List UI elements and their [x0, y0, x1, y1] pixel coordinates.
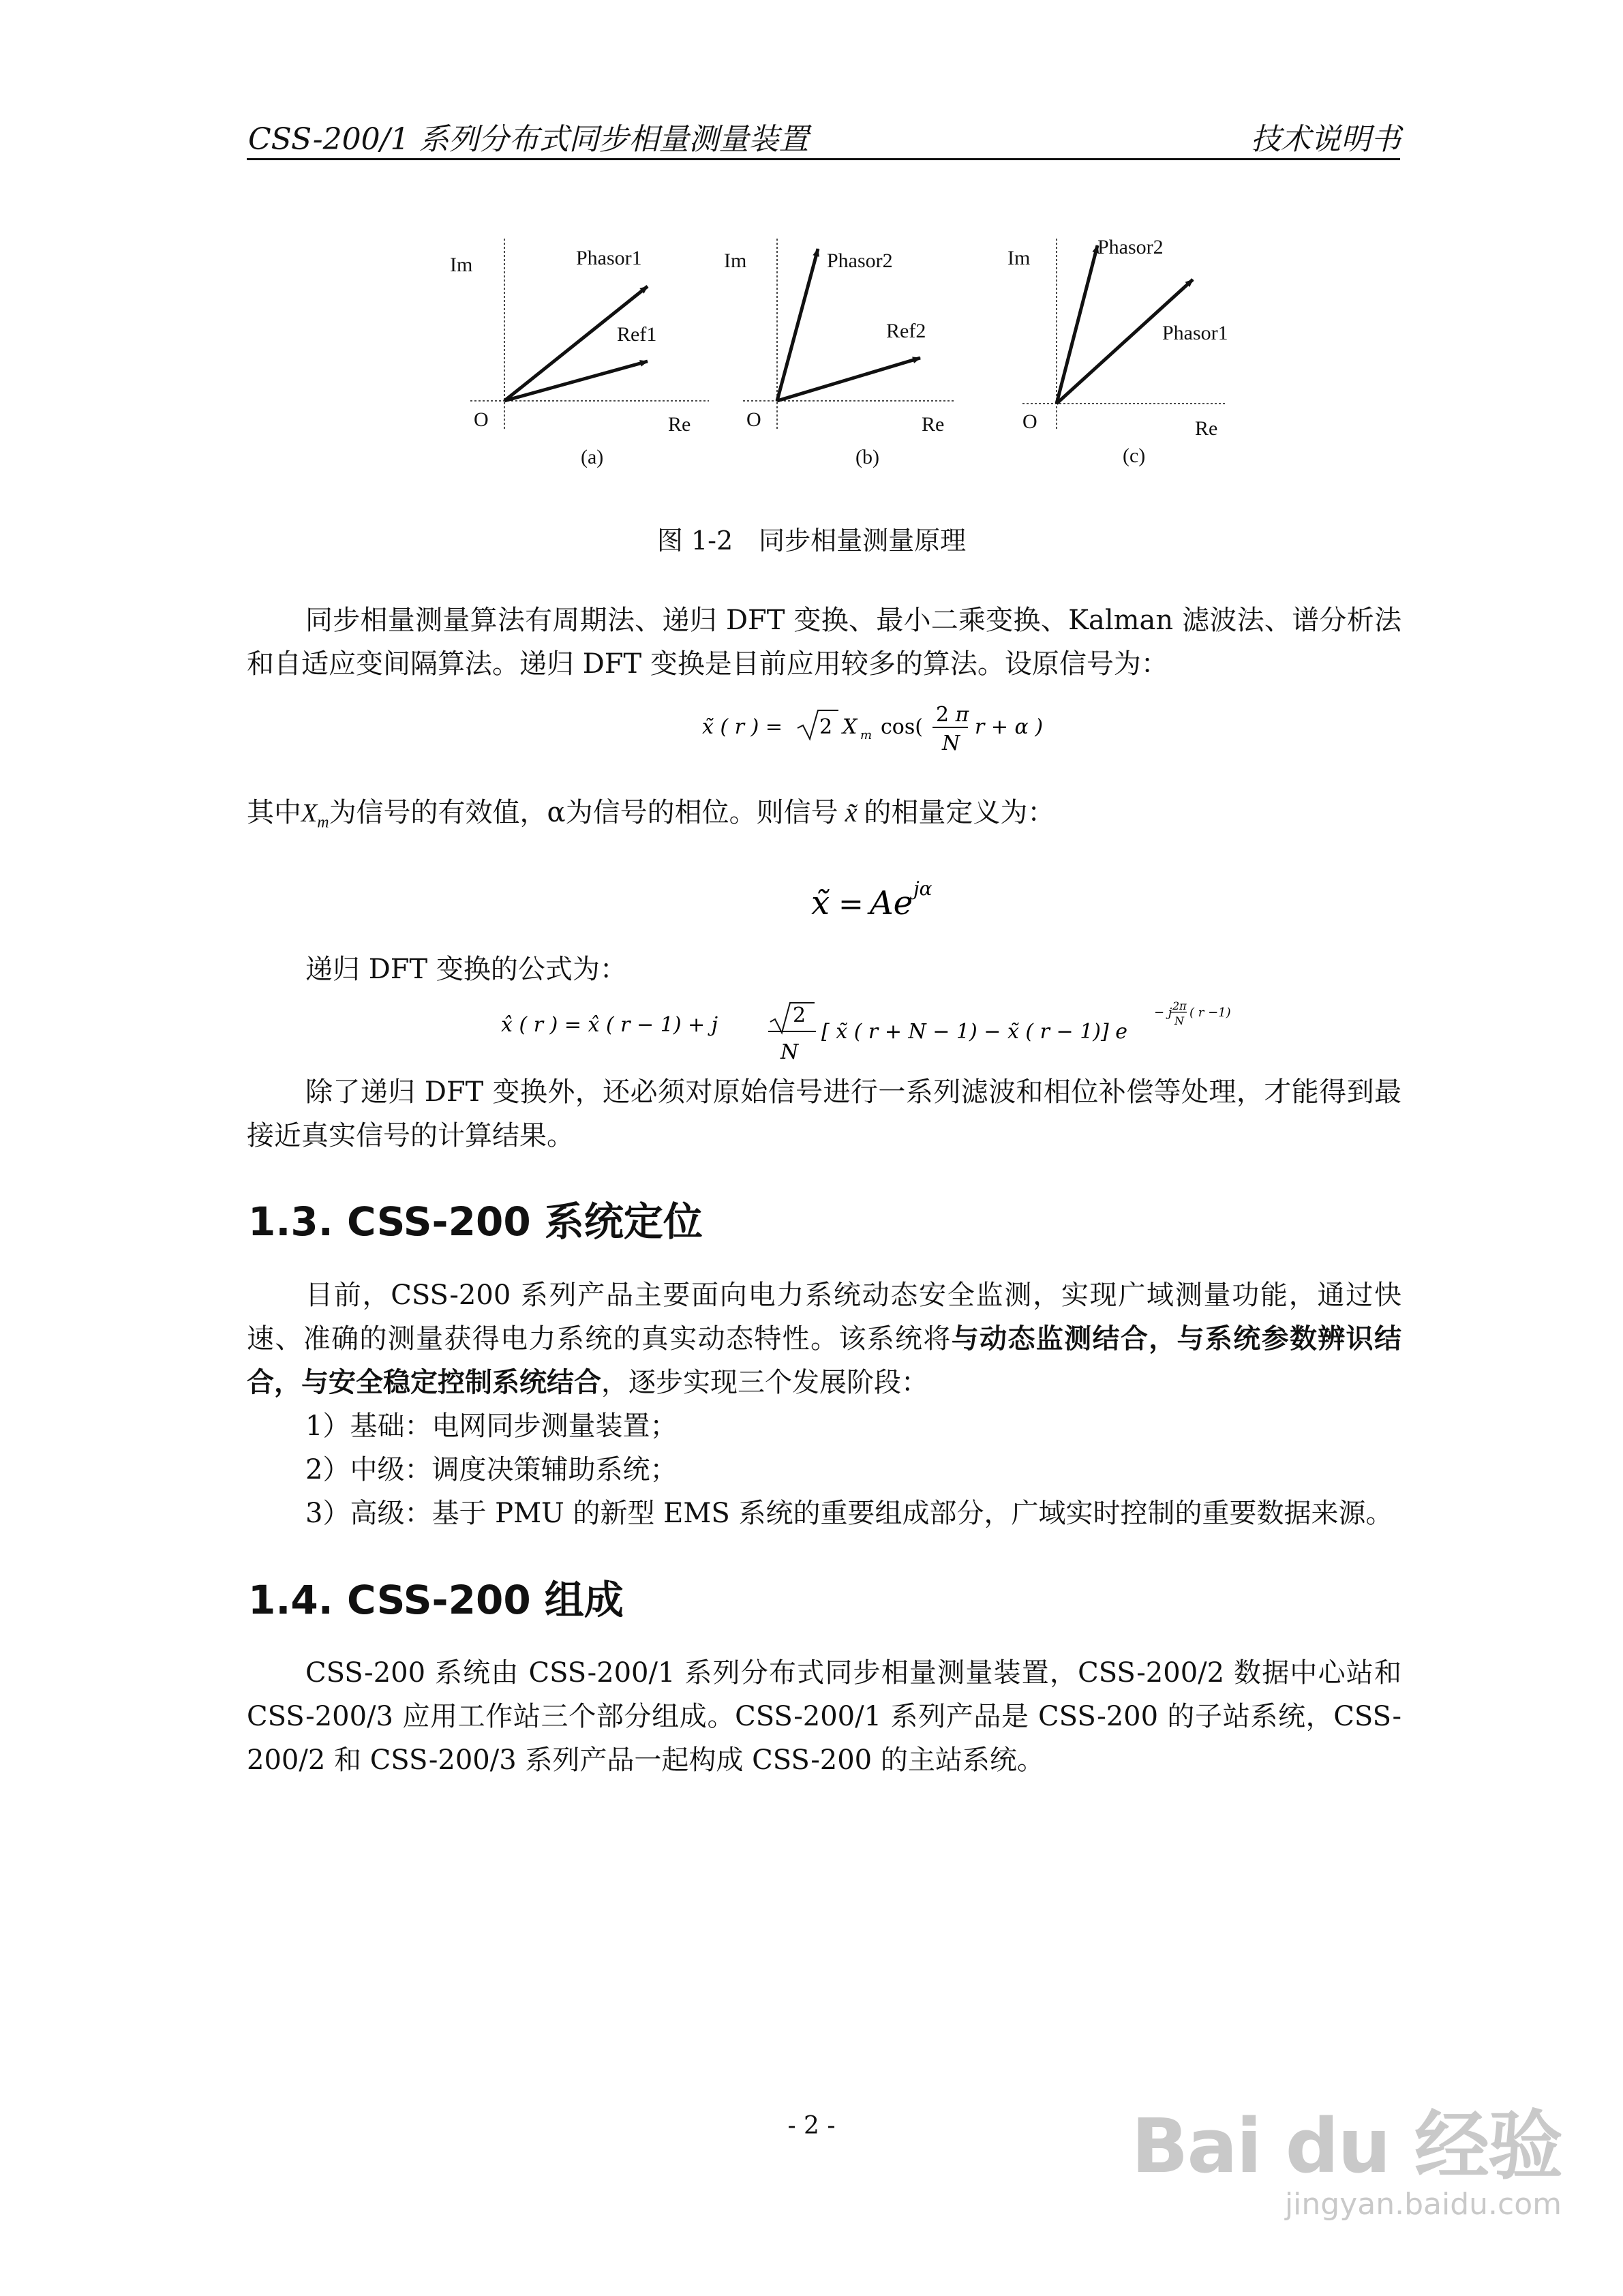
- panel-label: (b): [855, 446, 879, 468]
- paragraph-algorithms: 同步相量测量算法有周期法、递归 DFT 变换、最小二乘变换、Kalman 滤波法、谱分析法和自适应变间隔算法。递归 DFT 变换是目前应用较多的算法。设原信号为：: [247, 605, 1401, 680]
- origin-label: O: [474, 408, 489, 431]
- section-heading-composition: 1.4. CSS-200 组成: [248, 1577, 624, 1623]
- svg-text:N: N: [942, 731, 960, 755]
- paragraph-processing: 除了递归 DFT 变换外，还必须对原始信号进行一系列滤波和相位补偿等处理，才能得到最接近真实信号的计算结果。: [247, 1076, 1401, 1151]
- section-heading-positioning: 1.3. CSS-200 系统定位: [248, 1198, 703, 1245]
- svg-text:N: N: [780, 1040, 799, 1064]
- svg-text:Ae: Ae: [870, 884, 913, 922]
- figure-caption: 图 1-2 同步相量测量原理: [656, 526, 967, 556]
- panel-label: (a): [581, 446, 604, 468]
- svg-text:2 π: 2 π: [936, 703, 969, 727]
- im-label: Im: [724, 250, 747, 272]
- definition-text-c: 的相量定义为：: [864, 797, 1055, 828]
- im-label: Im: [1007, 247, 1031, 269]
- paragraph-composition: CSS-200 系统由 CSS-200/1 系列分布式同步相量测量装置，CSS-200/2 数据中心站和CSS-200/3 应用工作站三个部分组成。CSS-200/1 系列产品是 CSS-200 的子站系统，CSS-200/2 和 CSS-200/3 系列产品一起构成 CSS-200 的主站系统。: [247, 1657, 1401, 1776]
- origin-label: O: [1022, 410, 1037, 433]
- positioning-text-bold: 与动态监测结合，与系统参数辨识结合，与安全稳定控制系统结合: [247, 1323, 1401, 1398]
- phasor-figure: [423, 218, 1261, 491]
- panel-b: [724, 239, 954, 468]
- ref2-arrow: [777, 358, 920, 401]
- ref-label: Ref1: [617, 323, 657, 346]
- header-title: CSS-200/1 系列分布式同步相量测量装置: [248, 122, 809, 157]
- positioning-text-b: ，逐步实现三个发展阶段：: [601, 1367, 928, 1398]
- page-number: - 2 -: [787, 2112, 836, 2140]
- formula-recursive-dft: [501, 992, 1264, 1074]
- header-doc-type: 技术说明书: [1251, 122, 1401, 157]
- re-label: Re: [668, 413, 691, 436]
- svg-text:2: 2: [793, 1003, 806, 1027]
- definition-text-b: 为信号的有效值，α为信号的相位。则信号: [329, 797, 838, 828]
- stage-item-2: 2）中级：调度决策辅助系统；: [305, 1454, 678, 1485]
- header-rule: [247, 158, 1400, 160]
- re-label: Re: [1195, 417, 1218, 440]
- definition-text-a: 其中: [247, 797, 301, 828]
- positioning-text-a: 目前，CSS-200 系列产品主要面向电力系统动态安全监测，实现广域测量功能，通过快速、准确的测量获得电力系统的真实动态特性。该系统将: [247, 1280, 1401, 1355]
- svg-text:x̃: x̃: [811, 884, 830, 922]
- paragraph-dft-intro: 递归 DFT 变换的公式为：: [305, 954, 627, 985]
- panel-c: [1007, 236, 1228, 467]
- phasor-label: Phasor1: [1162, 322, 1228, 344]
- origin-label: O: [746, 408, 761, 431]
- svg-text:=: =: [838, 887, 864, 922]
- svg-text:− j: − j: [1154, 1006, 1172, 1020]
- svg-text:N: N: [1174, 1014, 1184, 1027]
- svg-text:r + α ): r + α ): [975, 715, 1044, 739]
- panel-label: (c): [1123, 444, 1146, 467]
- svg-text:2π: 2π: [1172, 999, 1187, 1012]
- phasor2-arrow: [1057, 245, 1097, 404]
- watermark-url: jingyan.baidu.com: [1284, 2187, 1562, 2222]
- ref1-arrow: [504, 361, 648, 401]
- svg-text:2: 2: [819, 715, 833, 739]
- stage-item-1: 1）基础：电网同步测量装置；: [305, 1410, 678, 1442]
- re-label: Re: [922, 413, 945, 436]
- svg-text:[ x̃ ( r + N − 1) − x̃ (: [ x̃ ( r + N − 1) − x̃ ( r − 1)] e: [821, 1020, 1127, 1044]
- paragraph-positioning: [247, 1273, 1401, 1404]
- svg-text:X: X: [843, 715, 858, 739]
- svg-text:( r −1): ( r −1): [1189, 1006, 1231, 1020]
- im-label: Im: [450, 254, 473, 276]
- stage-item-3: 3）高级：基于 PMU 的新型 EMS 系统的重要组成部分，广域实时控制的重要数据来源。: [305, 1498, 1393, 1529]
- panel-a: [450, 239, 709, 468]
- paragraph-definition: 其中$X_m$为信号的有效值，α为信号的相位。则信号 x̃ 的相量定义为：: [247, 797, 1055, 832]
- phasor2-arrow: [777, 249, 818, 401]
- phasor-label: Phasor2: [1097, 236, 1164, 258]
- svg-text:x̃ ( r ) =: x̃ ( r ) =: [702, 715, 783, 739]
- ref-label: Ref2: [886, 320, 926, 342]
- svg-text:x̂ ( r ) = x̂ ( r − 1) +: x̂ ( r ) = x̂ ( r − 1) + j: [501, 1013, 718, 1037]
- phasor-label: Phasor2: [827, 250, 893, 272]
- watermark-logo-text: Bai du 经验: [1131, 2102, 1562, 2190]
- svg-text:m: m: [860, 728, 873, 742]
- phasor-label: Phasor1: [576, 247, 642, 269]
- svg-text:jα: jα: [913, 877, 932, 900]
- baidu-jingyan-watermark: [1132, 2086, 1562, 2222]
- formula-phasor: [811, 876, 961, 931]
- formula-signal: [702, 695, 1084, 770]
- svg-text:cos(: cos(: [881, 715, 923, 739]
